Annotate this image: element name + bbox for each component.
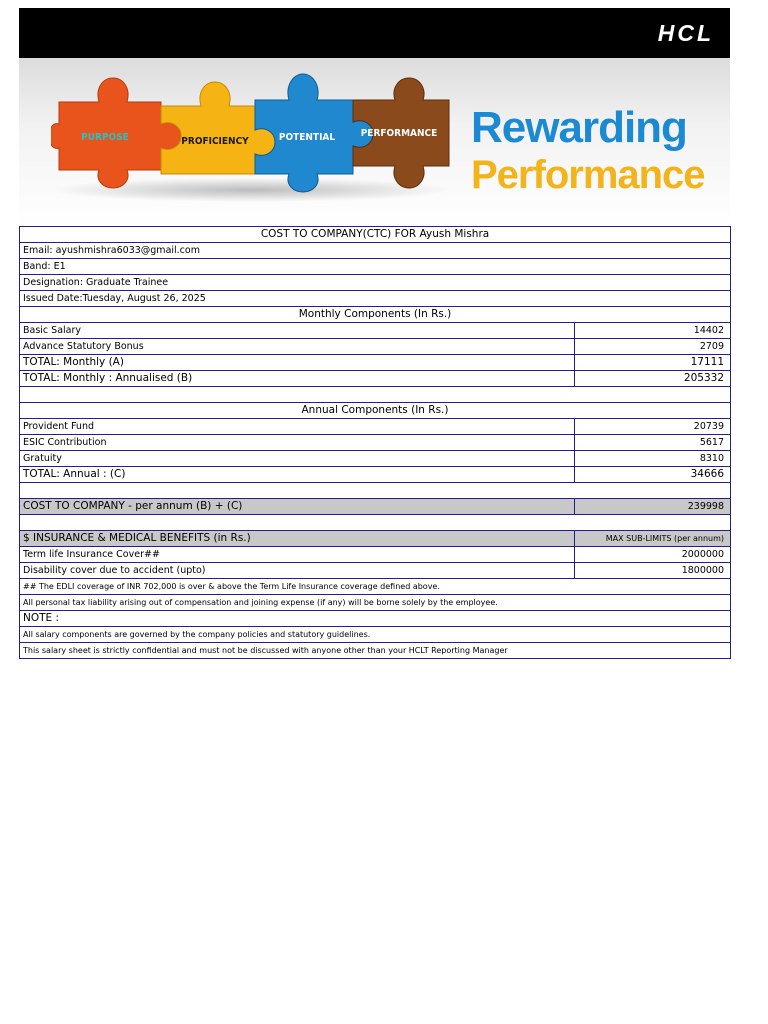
annual-total-row xyxy=(20,467,731,483)
annualised-total-row xyxy=(20,371,731,387)
svg-text:PROFICIENCY: PROFICIENCY xyxy=(181,136,249,147)
row-value: 34666 xyxy=(575,467,731,483)
row-value: 205332 xyxy=(575,371,731,387)
insurance-heading: $ INSURANCE & MEDICAL BENEFITS (in Rs.) xyxy=(20,531,575,547)
spacer-row xyxy=(20,515,731,531)
table-row xyxy=(20,435,731,451)
header-bar xyxy=(19,8,730,58)
row-value: 2709 xyxy=(575,339,731,355)
row-value: 5617 xyxy=(575,435,731,451)
email-row: Email: ayushmishra6033@gmail.com xyxy=(20,243,731,259)
band-row: Band: E1 xyxy=(20,259,731,275)
row-label: Term life Insurance Cover## xyxy=(20,547,575,563)
table-row xyxy=(20,339,731,355)
row-value: 20739 xyxy=(575,419,731,435)
table-row xyxy=(20,419,731,435)
monthly-total-row xyxy=(20,355,731,371)
row-value: 2000000 xyxy=(575,547,731,563)
ctc-sheet xyxy=(19,8,730,659)
svg-text:PURPOSE: PURPOSE xyxy=(81,132,129,143)
spacer-row xyxy=(20,387,731,403)
svg-text:HCL: HCL xyxy=(657,20,714,46)
ctc-total-row xyxy=(20,499,731,515)
ctc-table xyxy=(19,226,731,659)
policy-note: All salary components are governed by the company policies and statutory guidelines. xyxy=(20,627,731,643)
banner-title-performance: Performance xyxy=(471,153,705,197)
monthly-components-heading: Monthly Components (In Rs.) xyxy=(20,307,731,323)
table-row xyxy=(20,563,731,579)
spacer-row xyxy=(20,483,731,499)
rewarding-performance-banner xyxy=(19,58,730,226)
row-value: 14402 xyxy=(575,323,731,339)
row-value: 8310 xyxy=(575,451,731,467)
designation-row: Designation: Graduate Trainee xyxy=(20,275,731,291)
svg-text:POTENTIAL: POTENTIAL xyxy=(278,132,336,143)
table-row xyxy=(20,547,731,563)
row-label: Disability cover due to accident (upto) xyxy=(20,563,575,579)
row-label: TOTAL: Monthly : Annualised (B) xyxy=(20,371,575,387)
table-row xyxy=(20,451,731,467)
insurance-heading-row xyxy=(20,531,731,547)
row-label: Gratuity xyxy=(20,451,575,467)
issued-date-row: Issued Date:Tuesday, August 26, 2025 xyxy=(20,291,731,307)
ctc-value: 239998 xyxy=(575,499,731,515)
svg-text:PERFORMANCE: PERFORMANCE xyxy=(360,128,438,139)
table-row xyxy=(20,323,731,339)
row-label: TOTAL: Monthly (A) xyxy=(20,355,575,371)
row-value: 17111 xyxy=(575,355,731,371)
note-heading: NOTE : xyxy=(20,611,731,627)
tax-liability-note: All personal tax liability arising out of compensation and joining expense (if any) will be borne solely by the employee. xyxy=(20,595,731,611)
banner-title-rewarding: Rewarding xyxy=(471,103,687,152)
puzzle-graphic xyxy=(51,70,461,210)
row-label: Advance Statutory Bonus xyxy=(20,339,575,355)
ctc-title: COST TO COMPANY(CTC) FOR Ayush Mishra xyxy=(20,227,731,243)
annual-components-heading: Annual Components (In Rs.) xyxy=(20,403,731,419)
confidential-note: This salary sheet is strictly confidential and must not be discussed with anyone other than your HCLT Reporting Manager xyxy=(20,643,731,659)
max-sub-limits-label: MAX SUB-LIMITS (per annum) xyxy=(575,531,731,547)
row-label: TOTAL: Annual : (C) xyxy=(20,467,575,483)
row-label: ESIC Contribution xyxy=(20,435,575,451)
edli-note: ## The EDLI coverage of INR 702,000 is over & above the Term Life Insurance coverage defined above. xyxy=(20,579,731,595)
row-label: Provident Fund xyxy=(20,419,575,435)
row-label: Basic Salary xyxy=(20,323,575,339)
hcl-logo xyxy=(624,20,716,46)
ctc-label: COST TO COMPANY - per annum (B) + (C) xyxy=(20,499,575,515)
row-value: 1800000 xyxy=(575,563,731,579)
